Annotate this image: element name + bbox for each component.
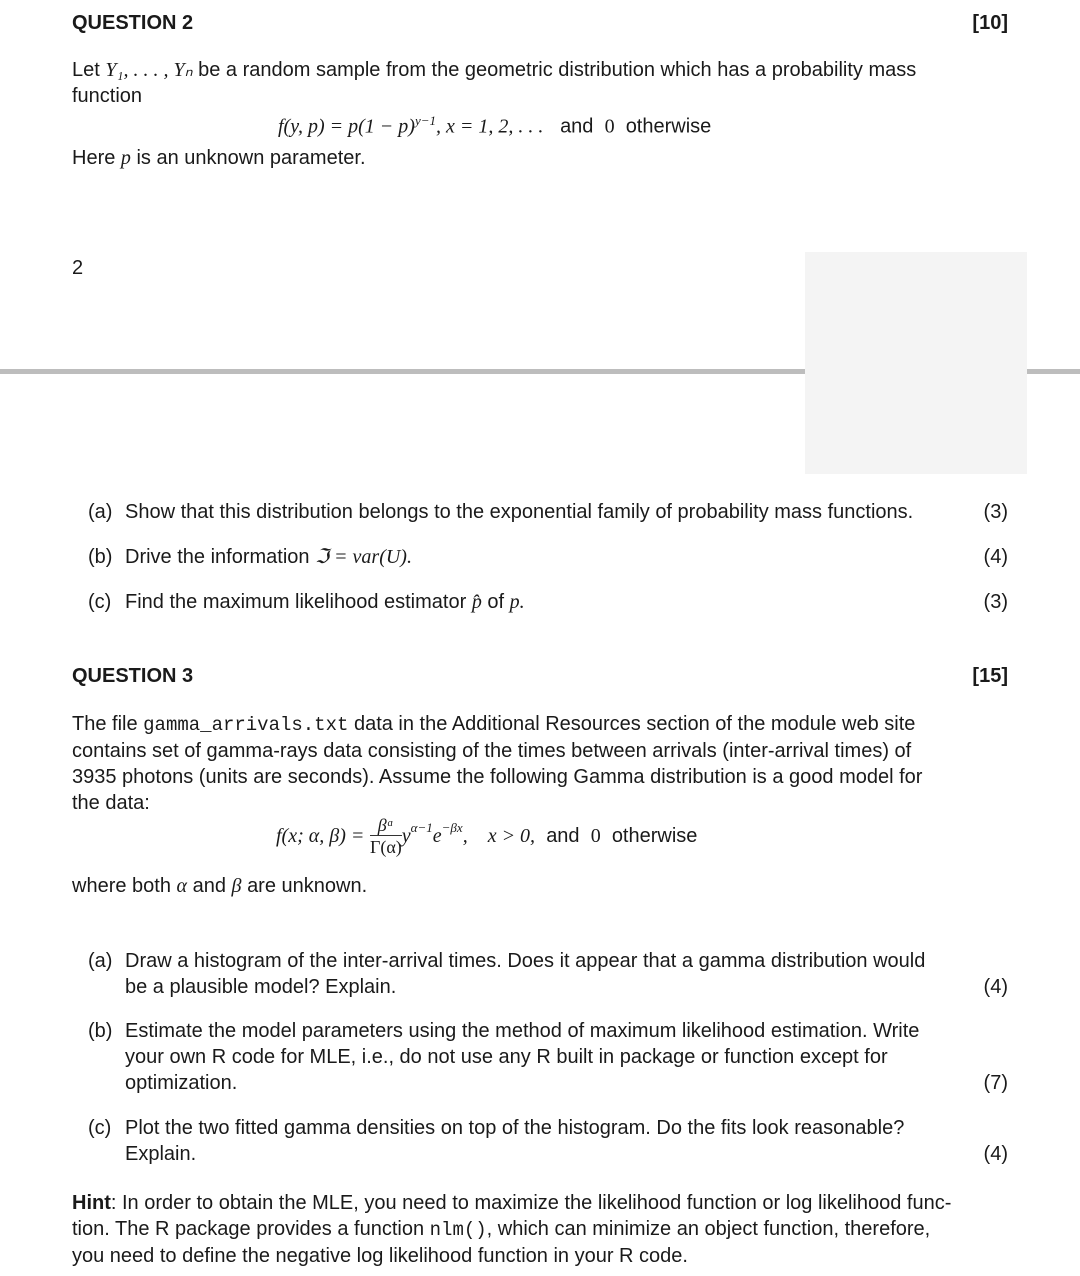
part-text: Find the maximum likelihood estimator <box>125 591 467 613</box>
q3-part-c <box>88 1115 1008 1167</box>
part-marks: (3) <box>983 501 1008 523</box>
part-marks: (4) <box>983 1143 1008 1165</box>
here-post: is an unknown parameter. <box>136 147 366 169</box>
hint-line3: you need to define the negative log likelihood function in your R code. <box>72 1245 688 1267</box>
question-3-intro <box>72 711 1008 816</box>
filename: gamma_arrivals.txt <box>143 714 349 736</box>
intro-l1: data in the Additional Resources section of the module web site <box>353 713 916 735</box>
part-math-p: p. <box>509 591 525 613</box>
pmf-equation <box>278 108 711 140</box>
q2-part-b <box>88 544 1008 570</box>
intro-line2: function <box>72 85 143 107</box>
hint-line2-pre: tion. The R package provides a function <box>72 1218 425 1240</box>
part-line2: be a plausible model? Explain. <box>125 976 397 998</box>
hint-paragraph <box>72 1190 1008 1269</box>
pdf-fraction <box>370 815 402 858</box>
pmf-support: , x = 1, 2, . . . <box>436 115 544 138</box>
intro-pre: Let <box>72 59 100 81</box>
part-line2: your own R code for MLE, i.e., do not use any R built in package or function except for <box>125 1046 888 1068</box>
part-label: (b) <box>88 1020 113 1042</box>
here-line <box>72 145 366 171</box>
part-math-phat: p̂ <box>471 591 482 613</box>
pmf-otherwise: otherwise <box>625 115 712 138</box>
where-pre: where both <box>72 875 171 897</box>
part-text-mid: of <box>487 591 505 613</box>
part-line1: Plot the two fitted gamma densities on top of the histogram. Do the fits look reasonable? <box>125 1117 905 1139</box>
question-2-intro <box>72 57 1008 109</box>
where-post: are unknown. <box>247 875 368 897</box>
part-line1: Draw a histogram of the inter-arrival times. Does it appear that a gamma distribution would <box>125 950 926 972</box>
intro-vars: Y₁, . . . , Yₙ <box>105 59 193 81</box>
pdf-zero: 0 <box>590 824 601 847</box>
pdf-y-exp: α−1 <box>410 820 433 835</box>
part-label: (c) <box>88 591 112 613</box>
where-beta: β <box>231 875 242 897</box>
hint-line1: : In order to obtain the MLE, you need to maximize the likelihood function or log likelihood func- <box>110 1192 952 1214</box>
hint-line2-post: , which can minimize an object function, therefore, <box>486 1218 931 1240</box>
part-label: (a) <box>88 950 113 972</box>
pmf-and: and <box>560 115 594 138</box>
hint-code: nlm() <box>429 1219 487 1241</box>
part-text: Drive the information <box>125 546 310 568</box>
part-marks: (7) <box>983 1072 1008 1094</box>
intro-l4: the data: <box>72 792 150 814</box>
part-line3: optimization. <box>125 1072 238 1094</box>
part-math: ℑ = var(U). <box>315 546 412 568</box>
question-2-marks: [10] <box>972 12 1008 34</box>
page-number: 2 <box>72 257 84 279</box>
pdf-denominator: Γ(α) <box>369 836 402 857</box>
part-label: (b) <box>88 546 113 568</box>
part-marks: (4) <box>983 976 1008 998</box>
where-line <box>72 873 367 899</box>
part-marks: (3) <box>983 591 1008 613</box>
page-divider-left <box>0 369 805 374</box>
where-and: and <box>192 875 226 897</box>
question-3-marks: [15] <box>972 665 1008 687</box>
pdf-otherwise: otherwise <box>611 824 698 847</box>
pdf-lhs: f(x; α, β) = <box>276 824 365 847</box>
gamma-pdf-equation <box>276 808 697 864</box>
q3-part-b <box>88 1018 1008 1096</box>
intro-l2: contains set of gamma-rays data consisting of the times between arrivals (inter-arrival times) of <box>72 740 912 762</box>
question-2-title: QUESTION 2 <box>72 12 194 34</box>
part-line1: Estimate the model parameters using the method of maximum likelihood estimation. Write <box>125 1020 920 1042</box>
q2-part-a <box>88 499 1008 525</box>
part-label: (c) <box>88 1117 112 1139</box>
question-3-title: QUESTION 3 <box>72 665 194 687</box>
pmf-exponent: y−1 <box>414 113 437 128</box>
q2-part-c <box>88 589 1008 615</box>
pmf-formula: f(y, p) = p(1 − p) <box>278 115 415 138</box>
hint-label: Hint <box>72 1192 111 1214</box>
q3-part-a <box>88 948 1008 1000</box>
intro-post: be a random sample from the geometric distribution which has a probability mass <box>198 59 917 81</box>
pdf-numerator: βᵅ <box>370 815 402 836</box>
pdf-support: , x > 0, <box>462 824 536 847</box>
page-divider-right <box>1027 369 1080 374</box>
part-label: (a) <box>88 501 113 523</box>
pmf-zero: 0 <box>604 115 615 138</box>
part-line2: Explain. <box>125 1143 197 1165</box>
intro-pre: The file <box>72 713 138 735</box>
pdf-e: e <box>432 824 442 847</box>
pdf-e-exp: −βx <box>441 820 463 835</box>
pdf-and: and <box>546 824 580 847</box>
here-pre: Here <box>72 147 116 169</box>
here-var: p <box>120 147 131 169</box>
intro-l3: 3935 photons (units are seconds). Assume the following Gamma distribution is a good model for <box>72 766 923 788</box>
part-text: Show that this distribution belongs to the exponential family of probability mass functions. <box>125 501 914 523</box>
where-alpha: α <box>176 875 188 897</box>
blank-panel <box>805 252 1027 474</box>
part-marks: (4) <box>983 546 1008 568</box>
pdf-y: y <box>401 824 411 847</box>
